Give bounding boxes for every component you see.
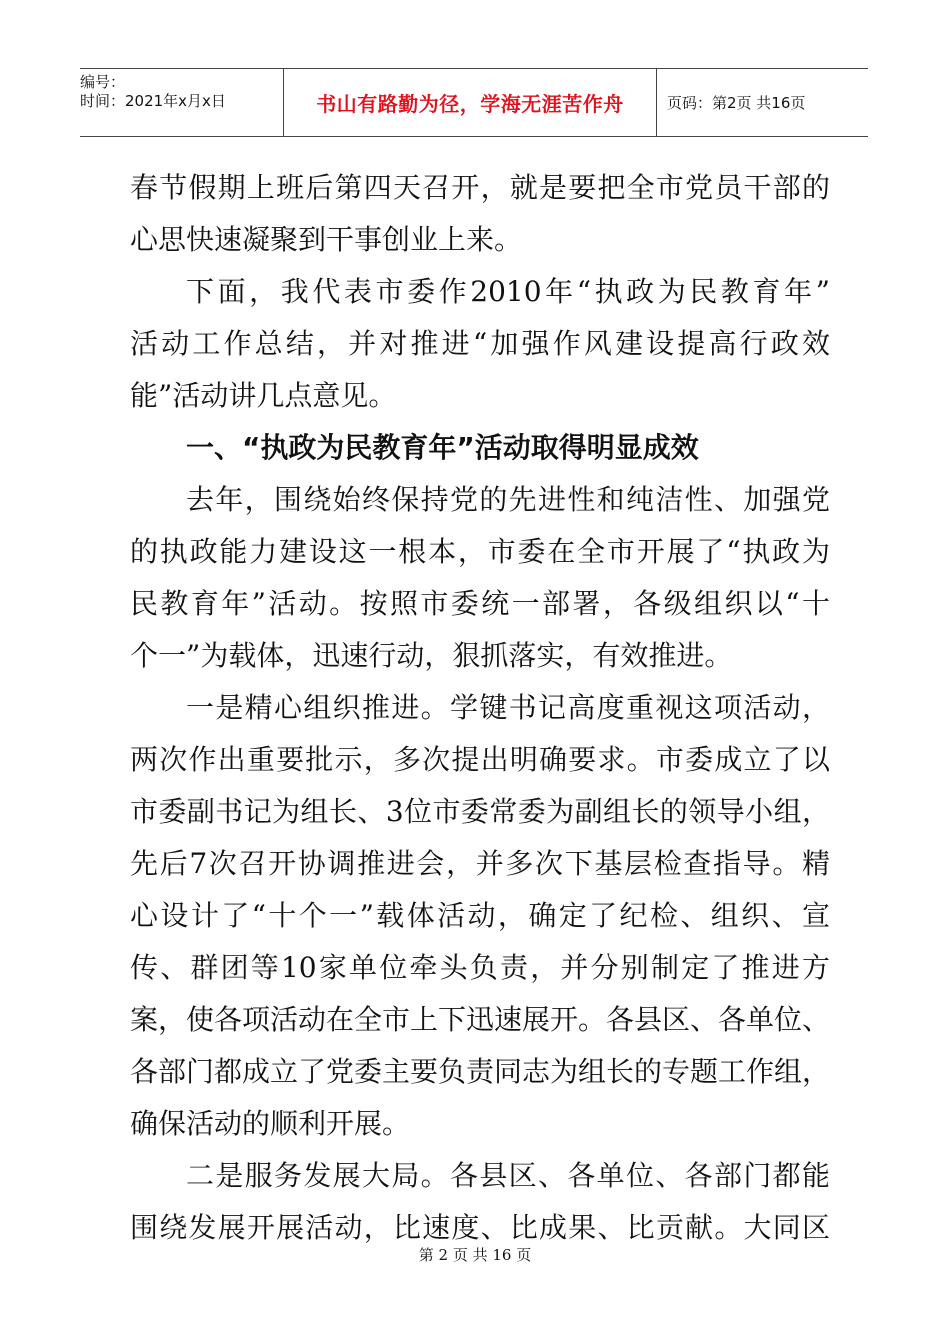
document-body [130,162,830,1254]
body-line: 春节假期上班后第四天召开，就是要把全市党员干部的 [130,171,830,204]
motto-text: 书山有路勤为径，学海无涯苦作舟 [316,92,624,116]
number-label: 编号： [80,73,126,91]
body-line: 确保活动的顺利开展。 [130,1107,411,1140]
section-heading: 一、“执政为民教育年”活动取得明显成效 [186,431,699,464]
time-label: 时间：2021年x月x日 [80,92,226,110]
page-info-text: 页码：第2页 共16页 [667,94,806,112]
body-line: 先后7次召开协调推进会，并多次下基层检查指导。精 [130,847,830,880]
page-footer: 第 2 页 共 16 页 [418,1246,532,1264]
body-line: 下面，我代表市委作2010年“执政为民教育年” [186,275,830,308]
body-line: 心设计了“十个一”载体活动，确定了纪检、组织、宣 [130,899,830,932]
body-line: 一是精心组织推进。学键书记高度重视这项活动， [186,691,830,724]
body-line: 能”活动讲几点意见。 [130,379,397,412]
header-meta [80,69,283,136]
header-motto-cell [283,69,657,136]
body-line: 市委副书记为组长、3位市委常委为副组长的领导小组， [130,795,830,828]
body-line: 围绕发展开展活动，比速度、比成果、比贡献。大同区 [130,1211,830,1244]
body-line: 二是服务发展大局。各县区、各单位、各部门都能 [186,1159,830,1192]
body-line: 个一”为载体，迅速行动，狠抓落实，有效推进。 [130,639,733,672]
body-line: 去年，围绕始终保持党的先进性和纯洁性、加强党 [186,483,830,516]
body-line: 的执政能力建设这一根本，市委在全市开展了“执政为 [130,535,830,568]
body-line: 传、群团等10家单位牵头负责，并分别制定了推进方 [130,951,830,984]
body-line: 活动工作总结，并对推进“加强作风建设提高行政效 [130,327,830,360]
body-line: 民教育年”活动。按照市委统一部署，各级组织以“十 [130,587,830,620]
body-line: 心思快速凝聚到干事创业上来。 [130,223,523,256]
body-line: 各部门都成立了党委主要负责同志为组长的专题工作组， [130,1055,831,1088]
document-header [80,68,868,137]
header-page-info [657,69,868,136]
body-line: 案，使各项活动在全市上下迅速展开。各县区、各单位、 [130,1003,831,1036]
body-line: 两次作出重要批示，多次提出明确要求。市委成立了以 [130,743,830,776]
